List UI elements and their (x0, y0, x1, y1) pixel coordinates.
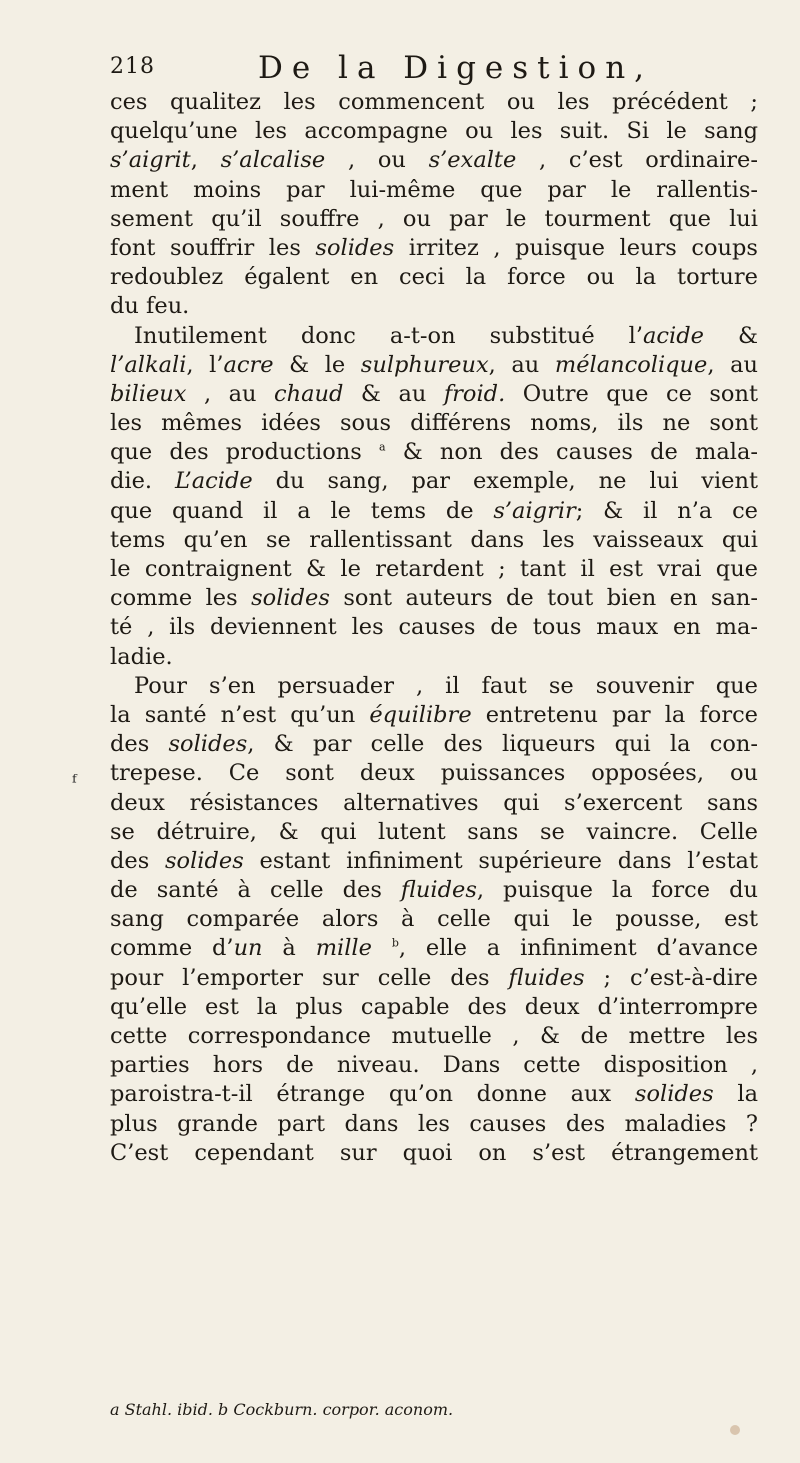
text-segment: , puisque la force du (476, 877, 758, 904)
italic-term: l’alkali (110, 351, 187, 378)
italic-term: mélancolique (554, 351, 708, 378)
text-segment: du feu. (110, 293, 190, 320)
page-number: 218 (110, 54, 155, 79)
text-segment: que des productions (110, 439, 379, 466)
text-segment: , & par celle des liqueurs qui la con- (247, 731, 759, 758)
text-segment: à (262, 935, 316, 962)
text-segment: pour l’emporter sur celle des (110, 964, 509, 991)
margin-mark: ᶠ (72, 770, 77, 794)
text-line (110, 176, 758, 205)
text-line (110, 351, 758, 380)
text-segment: die. (110, 468, 176, 495)
text-line (110, 438, 758, 467)
text-line (110, 730, 758, 759)
text-line (110, 847, 758, 876)
text-segment: redoublez égalent en ceci la force ou la torture (110, 264, 758, 291)
text-segment: sont auteurs de tout bien en san- (329, 585, 758, 612)
body-text (110, 88, 758, 1168)
text-segment: quelqu’une les accompagne ou les suit. Si le sang (110, 118, 758, 145)
text-line (110, 643, 758, 672)
text-segment: , au (186, 380, 275, 407)
text-segment: deux résistances alternatives qui s’exercent sans (110, 789, 758, 816)
text-segment: Outre que ce sont (505, 380, 758, 407)
text-segment: paroistra-t-il étrange qu’on donne aux (110, 1081, 635, 1108)
text-line (110, 1022, 758, 1051)
text-segment: ; c’est-à-dire (584, 964, 758, 991)
text-line (110, 146, 758, 175)
text-segment: sement qu’il souffre , ou par le tourment que lui (110, 205, 758, 232)
italic-term: froid. (443, 380, 506, 407)
text-line (110, 818, 758, 847)
text-line (110, 380, 758, 409)
text-segment: entretenu par la force (471, 701, 758, 728)
text-segment (372, 935, 392, 961)
text-line (110, 934, 758, 963)
text-line (110, 613, 758, 642)
text-line (110, 1080, 758, 1109)
text-segment: qu’elle est la plus capable des deux d’interrompre (110, 993, 758, 1020)
italic-term: bilieux (110, 380, 187, 407)
text-segment: ; & il n’a ce (575, 497, 758, 524)
text-line (110, 876, 758, 905)
text-segment: le contraignent & le retardent ; tant il est vrai que (110, 556, 758, 582)
text-line (110, 905, 758, 934)
text-segment: de santé à celle des (110, 877, 401, 904)
text-segment: estant infiniment supérieure dans l’estat (243, 847, 759, 874)
text-segment: la santé n’est qu’un (110, 701, 370, 728)
text-segment: & non des causes de mala- (385, 439, 758, 466)
text-segment: té , ils deviennent les causes de tous maux en ma- (110, 614, 758, 641)
text-segment: , elle a infiniment d’avance (398, 935, 759, 962)
italic-term: chaud (274, 380, 344, 407)
text-segment: C’est cependant sur quoi on s’est étrangement (110, 1139, 758, 1166)
italic-term: sulphureux (360, 351, 489, 378)
text-segment: , (190, 147, 221, 174)
text-segment: Pour s’en persuader , il faut se souvenir que (134, 672, 758, 699)
italic-term: solides (251, 585, 330, 612)
text-line (110, 1051, 758, 1080)
text-line (110, 263, 758, 292)
text-segment: plus grande part dans les causes des maladies ? (110, 1110, 758, 1137)
text-segment: & le (273, 351, 361, 378)
footnote-marker: b (391, 936, 399, 950)
text-segment: trepese. Ce sont deux puissances opposées, ou (110, 760, 758, 787)
text-segment: ment moins par lui-même que par le rallentis- (110, 176, 758, 203)
text-segment: se détruire, & qui lutent sans se vaincre. Celle (110, 818, 758, 845)
text-line (110, 1110, 758, 1139)
italic-term: fluides (400, 877, 477, 904)
text-segment: des (110, 731, 169, 758)
italic-term: acre (223, 351, 274, 378)
text-segment: & (703, 322, 758, 349)
text-line (110, 672, 758, 701)
text-segment: les mêmes idées sous différens noms, ils ne sont (110, 410, 758, 437)
italic-term: solides (315, 234, 395, 261)
text-line (110, 993, 758, 1022)
text-segment: comme les (110, 585, 252, 612)
text-line (110, 555, 758, 584)
italic-term: s’aigrir (493, 497, 576, 524)
footnotes: a Stahl. ibid. b Cockburn. corpor. aconom. (110, 1400, 454, 1419)
italic-term: mille (315, 935, 372, 962)
italic-term: solides (168, 731, 248, 758)
italic-term: acide (643, 322, 704, 349)
text-segment: cette correspondance mutuelle , & de mettre les (110, 1023, 758, 1049)
running-title: De la Digestion, (258, 50, 654, 86)
text-segment: sang comparée alors à celle qui le pousse, est (110, 906, 758, 933)
italic-term: un (233, 935, 263, 962)
text-line (110, 526, 758, 555)
text-segment: comme d’ (110, 935, 234, 962)
italic-term: fluides (508, 964, 585, 991)
text-line (110, 467, 758, 496)
text-line (110, 759, 758, 788)
text-line (110, 322, 758, 351)
text-line (110, 964, 758, 993)
text-segment: parties hors de niveau. Dans cette disposition , (110, 1052, 758, 1079)
text-segment: des (110, 847, 166, 874)
text-segment: ces qualitez les commencent ou les précédent ; (110, 89, 758, 115)
text-segment: , ou (325, 147, 429, 174)
text-line (110, 117, 758, 146)
text-segment: que quand il a le tems de (110, 497, 494, 524)
text-segment: du sang, par exemple, ne lui vient (252, 468, 758, 495)
italic-term: L’acide (175, 468, 253, 495)
text-segment: ladie. (110, 643, 173, 670)
text-segment: Inutilement donc a-t-on substitué l’ (134, 322, 644, 349)
text-segment: , l’ (186, 351, 224, 378)
text-segment: , au (488, 351, 555, 378)
text-segment: , c’est ordinaire- (516, 147, 758, 174)
text-line (110, 497, 758, 526)
text-line (110, 292, 758, 321)
text-segment: tems qu’en se rallentissant dans les vaisseaux qui (110, 526, 758, 553)
text-segment: irritez , puisque leurs coups (394, 234, 758, 261)
footnote-marker: a (379, 440, 386, 454)
italic-term: s’alcalise (220, 147, 326, 174)
italic-term: équilibre (369, 701, 472, 728)
text-line (110, 409, 758, 438)
text-line (110, 234, 758, 263)
text-line (110, 789, 758, 818)
text-segment: & au (343, 380, 444, 407)
text-line (110, 584, 758, 613)
italic-term: s’aigrit (110, 147, 191, 174)
text-line (110, 205, 758, 234)
italic-term: solides (634, 1081, 714, 1108)
text-segment: , au (707, 351, 758, 378)
text-segment: la (713, 1081, 758, 1108)
text-segment: font souffrir les (110, 234, 316, 261)
text-line (110, 1139, 758, 1168)
italic-term: solides (165, 847, 244, 874)
text-line (110, 88, 758, 117)
paper-stain (730, 1425, 740, 1435)
text-line (110, 701, 758, 730)
italic-term: s’exalte (428, 147, 517, 174)
